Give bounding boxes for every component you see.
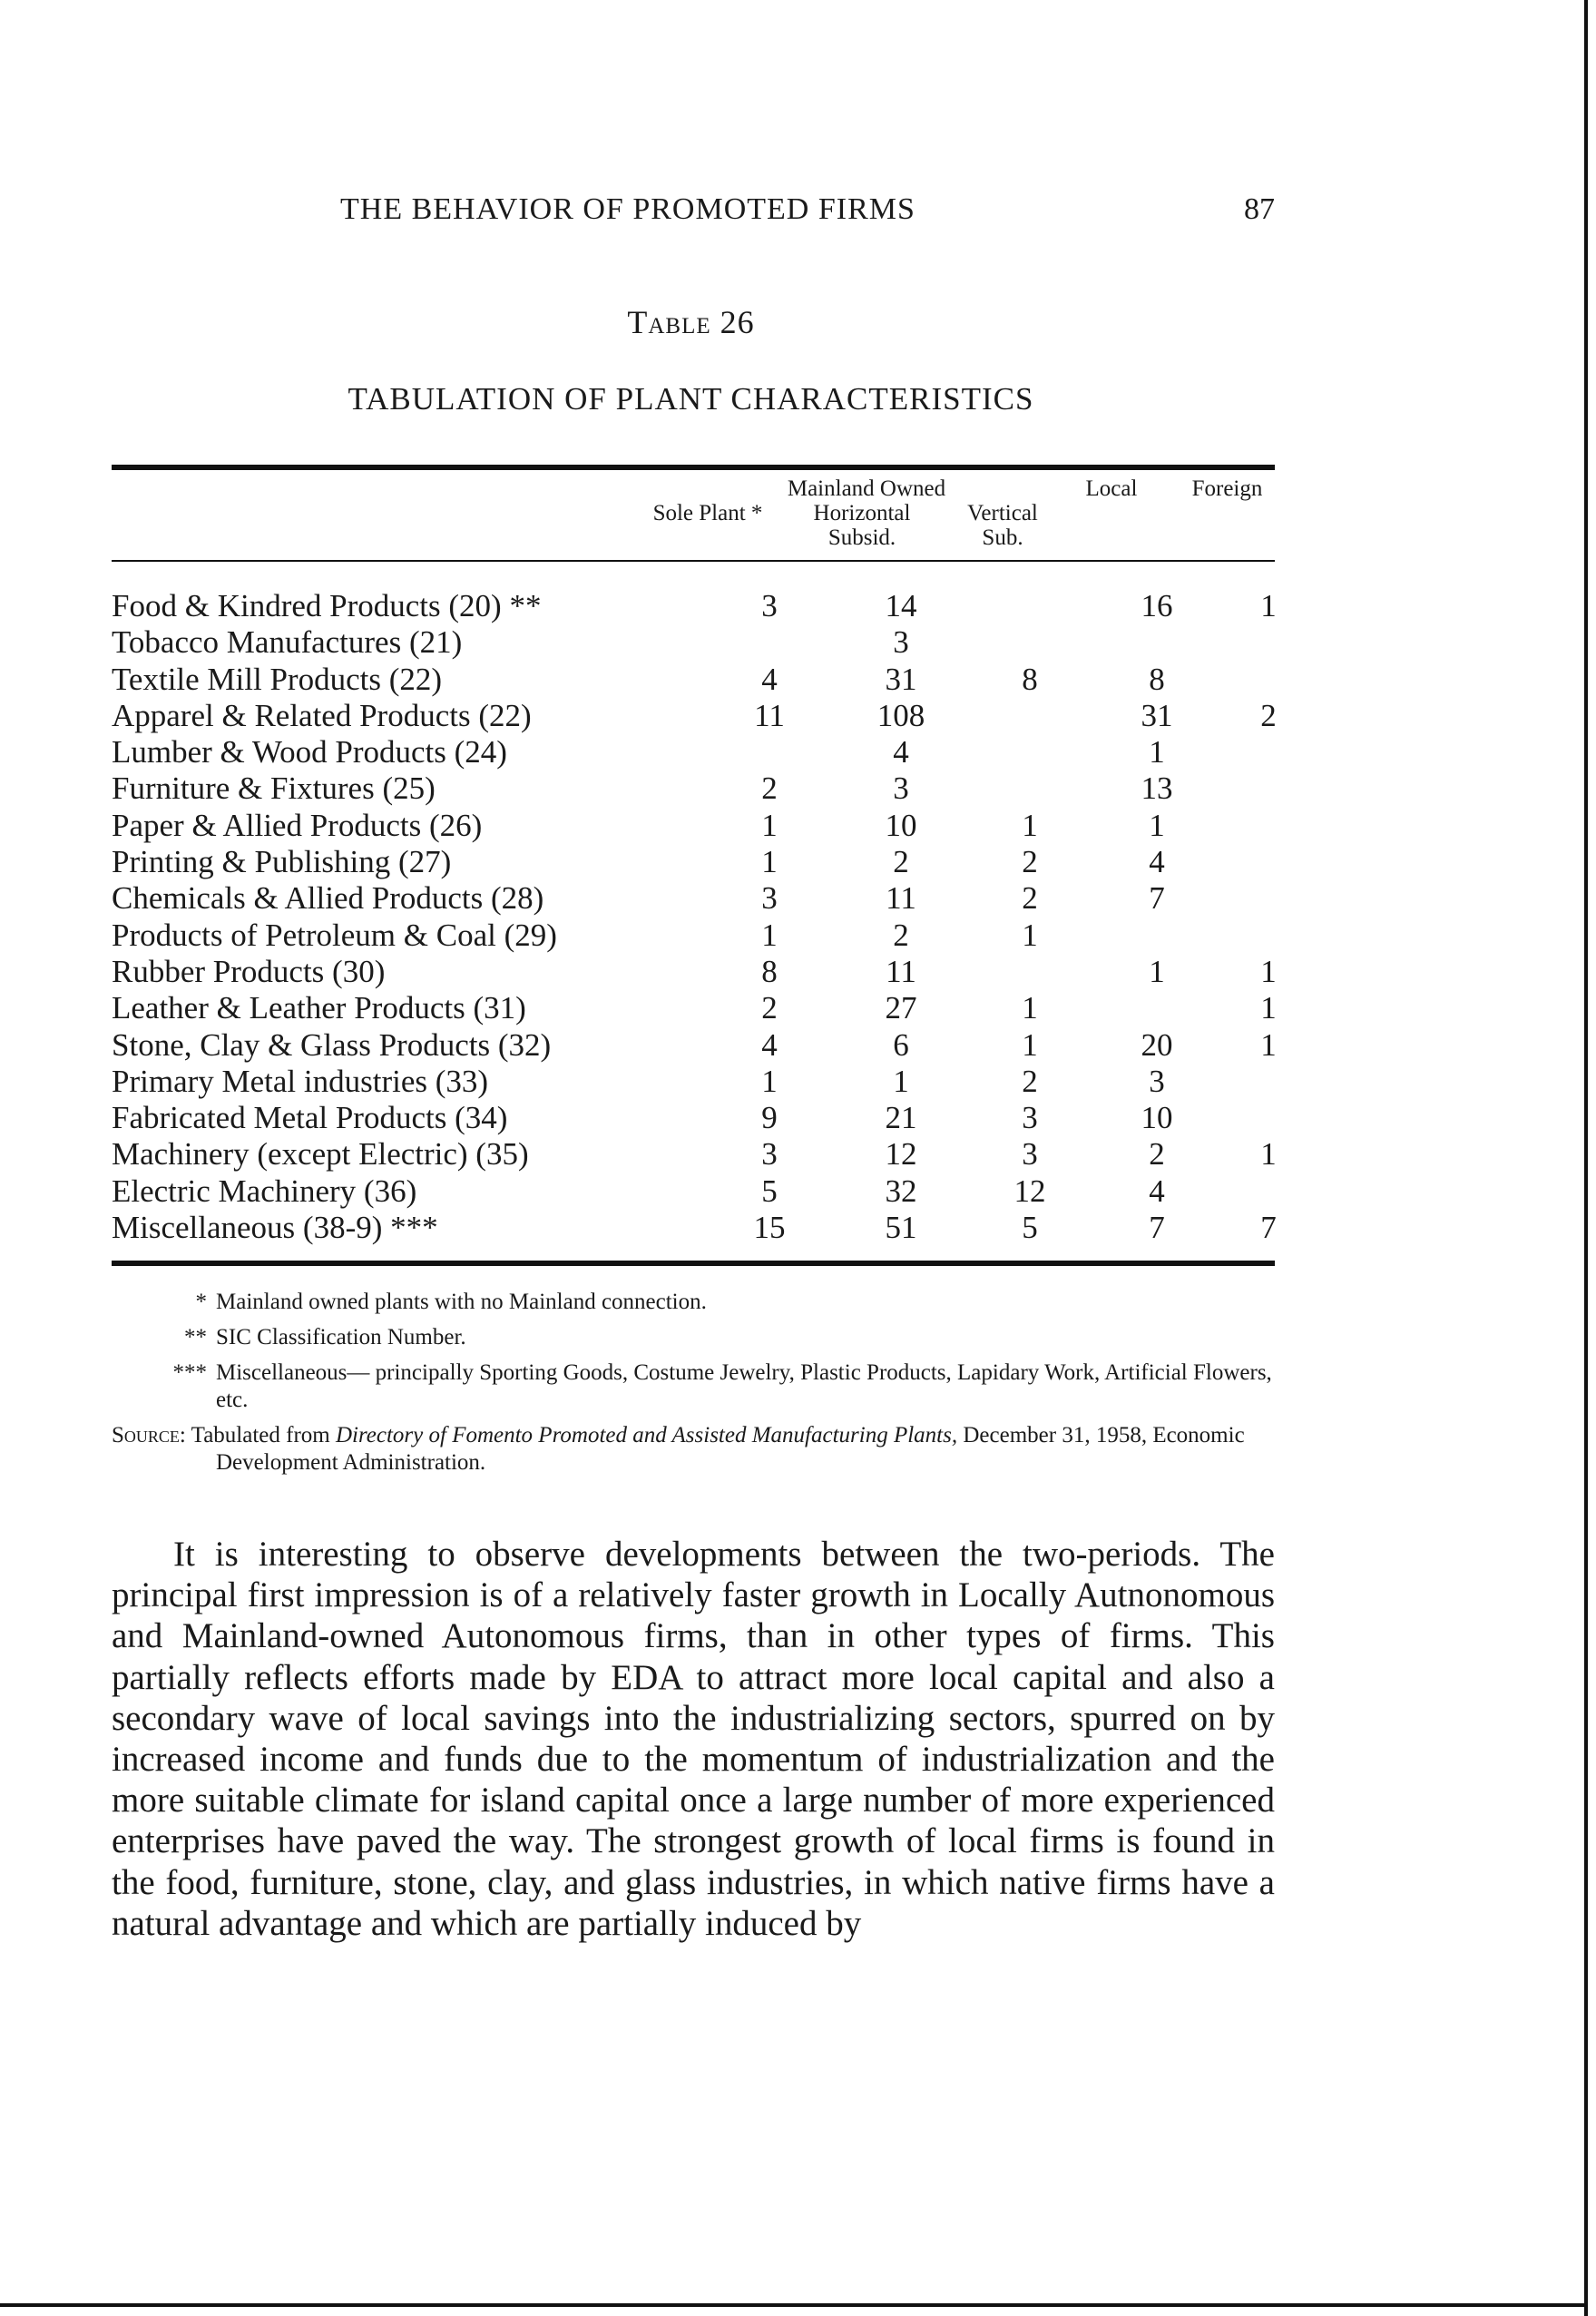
cell-local: 1 [1149,807,1165,843]
footnote-mark: * [195,1290,207,1314]
body-paragraph: It is interesting to observe developments between the two-periods. The principal first impression is of a relatively faster growth in Locally Autnonomous and Mainland-owned Autonomous firms, than in other types of firms. This partially reflects efforts made by EDA to attract more local capital and also a secondary wave of local savings into the industrializing sectors, spurred on by increased income and funds due to the momentum of industrialization and the more suitable climate for island capital once a large number of more experienced enterprises have paved the way. The strongest growth of local firms is found in the food, furniture, stone, clay, and glass industries, in which native firms have a natural advantage and which are partially induced by [112,1535,1275,1943]
table-row [112,1136,1275,1173]
cell-sole-plant: 4 [761,661,778,697]
cell-vertical-sub: 8 [1022,661,1038,697]
column-header-horizontal-line1: Horizontal [813,501,911,525]
cell-sole-plant: 1 [761,844,778,880]
column-header-vertical-line1: Vertical [967,501,1038,525]
cell-sole-plant: 15 [753,1210,786,1246]
cell-local: 16 [1141,588,1173,623]
row-label: Paper & Allied Products (26) [112,807,483,843]
table-row [112,1100,1275,1136]
cell-horizontal-subsid: 11 [886,880,916,917]
cell-local: 1 [1149,953,1165,989]
table-row [112,844,1275,880]
cell-local: 3 [1149,1063,1165,1099]
row-label: Primary Metal industries (33) [112,1063,489,1099]
table-top-rule [112,465,1275,470]
table-row [112,1027,1275,1064]
table-body [112,588,1275,1246]
cell-sole-plant: 5 [761,1173,778,1209]
cell-sole-plant: 1 [761,917,778,953]
cell-foreign: 2 [1260,697,1277,733]
cell-vertical-sub: 3 [1022,1136,1038,1173]
running-title: THE BEHAVIOR OF PROMOTED FIRMS [340,192,915,226]
footnote-mark: *** [172,1360,207,1385]
cell-horizontal-subsid: 3 [893,624,909,661]
table-row [112,990,1275,1026]
column-header-local: Local [1085,476,1138,501]
cell-foreign: 1 [1260,990,1277,1026]
cell-foreign: 1 [1260,588,1277,623]
footnote-text: Mainland owned plants with no Mainland connection. [216,1290,707,1314]
cell-horizontal-subsid: 11 [886,953,916,989]
footnote [112,1359,1282,1414]
row-label: Fabricated Metal Products (34) [112,1100,508,1136]
cell-local: 1 [1149,734,1165,770]
table-row [112,662,1275,698]
footnote-text: Miscellaneous— principally Sporting Goods, Costume Jewelry, Plastic Products, Lapidary Work, Artificial Flowers, etc. [216,1360,1272,1412]
row-label: Textile Mill Products (22) [112,661,443,697]
cell-horizontal-subsid: 21 [885,1100,917,1136]
cell-sole-plant: 3 [761,1136,778,1173]
cell-vertical-sub: 1 [1022,807,1038,843]
footnote [112,1324,1282,1351]
cell-horizontal-subsid: 51 [885,1210,917,1246]
footnotes [112,1289,1282,1477]
column-header-vertical [944,501,1062,550]
cell-vertical-sub: 2 [1022,880,1038,917]
cell-vertical-sub: 1 [1022,990,1038,1026]
row-label: Rubber Products (30) [112,953,386,989]
table-caption: TABULATION OF PLANT CHARACTERISTICS [348,381,1034,417]
footnote-text: SIC Classification Number. [216,1325,466,1349]
cell-horizontal-subsid: 108 [876,697,925,733]
table-row [112,588,1275,624]
column-header-horizontal-line2: Subsid. [827,525,896,550]
cell-horizontal-subsid: 32 [885,1173,917,1209]
table-row [112,770,1275,807]
cell-vertical-sub: 3 [1022,1100,1038,1136]
cell-sole-plant: 3 [761,880,778,917]
cell-horizontal-subsid: 2 [893,917,909,953]
source-suffix: December 31, 1958, Economic Development Administration. [216,1423,1245,1475]
cell-local: 10 [1141,1100,1173,1136]
cell-horizontal-subsid: 2 [893,844,909,880]
footnote-mark: ** [184,1325,207,1349]
column-header-sole-plant: Sole Plant * [652,501,763,525]
cell-sole-plant: 2 [761,990,778,1026]
row-label: Leather & Leather Products (31) [112,990,526,1026]
cell-horizontal-subsid: 4 [893,734,909,770]
row-label: Products of Petroleum & Coal (29) [112,917,557,953]
row-label: Printing & Publishing (27) [112,844,452,880]
cell-foreign: 1 [1260,1136,1277,1173]
cell-sole-plant: 9 [761,1100,778,1136]
row-label: Lumber & Wood Products (24) [112,734,507,770]
cell-vertical-sub: 1 [1022,917,1038,953]
row-label: Apparel & Related Products (22) [112,697,532,733]
source-title: Directory of Fomento Promoted and Assisted Manufacturing Plants, [335,1423,958,1448]
cell-local: 8 [1149,661,1165,697]
source-label: Source: [112,1423,186,1448]
table-row [112,1173,1275,1210]
cell-local: 7 [1149,880,1165,917]
row-label: Electric Machinery (36) [112,1173,417,1209]
row-label: Stone, Clay & Glass Products (32) [112,1026,552,1063]
page-edge-right [1584,0,1588,2316]
row-label: Chemicals & Allied Products (28) [112,880,544,917]
footnote [112,1289,1282,1316]
cell-sole-plant: 1 [761,807,778,843]
cell-sole-plant: 1 [761,1063,778,1099]
column-header-horizontal [789,501,935,550]
source-prefix: Tabulated from [191,1423,330,1448]
page-edge-bottom [0,2303,1588,2307]
page-number: 87 [1244,192,1275,226]
table-row [112,1210,1275,1246]
row-label: Miscellaneous (38-9) *** [112,1210,438,1246]
table-row [112,808,1275,844]
cell-horizontal-subsid: 10 [885,807,917,843]
table-label: Table 26 [627,304,755,340]
table-row [112,734,1275,770]
cell-horizontal-subsid: 14 [885,588,917,623]
table-row [112,918,1275,954]
cell-horizontal-subsid: 12 [885,1136,917,1173]
cell-foreign: 1 [1260,953,1277,989]
row-label: Furniture & Fixtures (25) [112,770,436,807]
table-row [112,1064,1275,1100]
page-header [340,192,1275,238]
cell-local: 4 [1149,1173,1165,1209]
table-row [112,624,1275,661]
cell-vertical-sub: 1 [1022,1026,1038,1063]
cell-local: 4 [1149,844,1165,880]
cell-local: 2 [1149,1136,1165,1173]
cell-local: 31 [1141,697,1173,733]
cell-horizontal-subsid: 1 [893,1063,909,1099]
cell-sole-plant: 3 [761,588,778,623]
cell-vertical-sub: 5 [1022,1210,1038,1246]
cell-foreign: 1 [1260,1026,1277,1063]
cell-horizontal-subsid: 6 [893,1026,909,1063]
table-row [112,698,1275,734]
cell-horizontal-subsid: 27 [885,990,917,1026]
row-label: Machinery (except Electric) (35) [112,1136,529,1173]
table-row [112,954,1275,990]
source-note [112,1422,1282,1477]
column-header-vertical-line2: Sub. [982,525,1023,550]
cell-sole-plant: 4 [761,1026,778,1063]
table-row [112,880,1275,917]
cell-local: 20 [1141,1026,1173,1063]
cell-vertical-sub: 2 [1022,1063,1038,1099]
column-group-header-mainland-owned: Mainland Owned [787,476,946,501]
row-label: Tobacco Manufactures (21) [112,624,463,661]
table-bottom-rule [112,1261,1275,1266]
cell-horizontal-subsid: 31 [885,661,917,697]
cell-sole-plant: 11 [754,697,785,733]
cell-vertical-sub: 12 [1013,1173,1046,1209]
cell-foreign: 7 [1260,1210,1277,1246]
cell-sole-plant: 2 [761,770,778,807]
cell-vertical-sub: 2 [1022,844,1038,880]
row-label: Food & Kindred Products (20) ** [112,588,542,623]
cell-sole-plant: 8 [761,953,778,989]
table-header-rule [112,560,1275,562]
cell-local: 13 [1141,770,1173,807]
column-header-foreign: Foreign [1191,476,1263,501]
cell-local: 7 [1149,1210,1165,1246]
cell-horizontal-subsid: 3 [893,770,909,807]
